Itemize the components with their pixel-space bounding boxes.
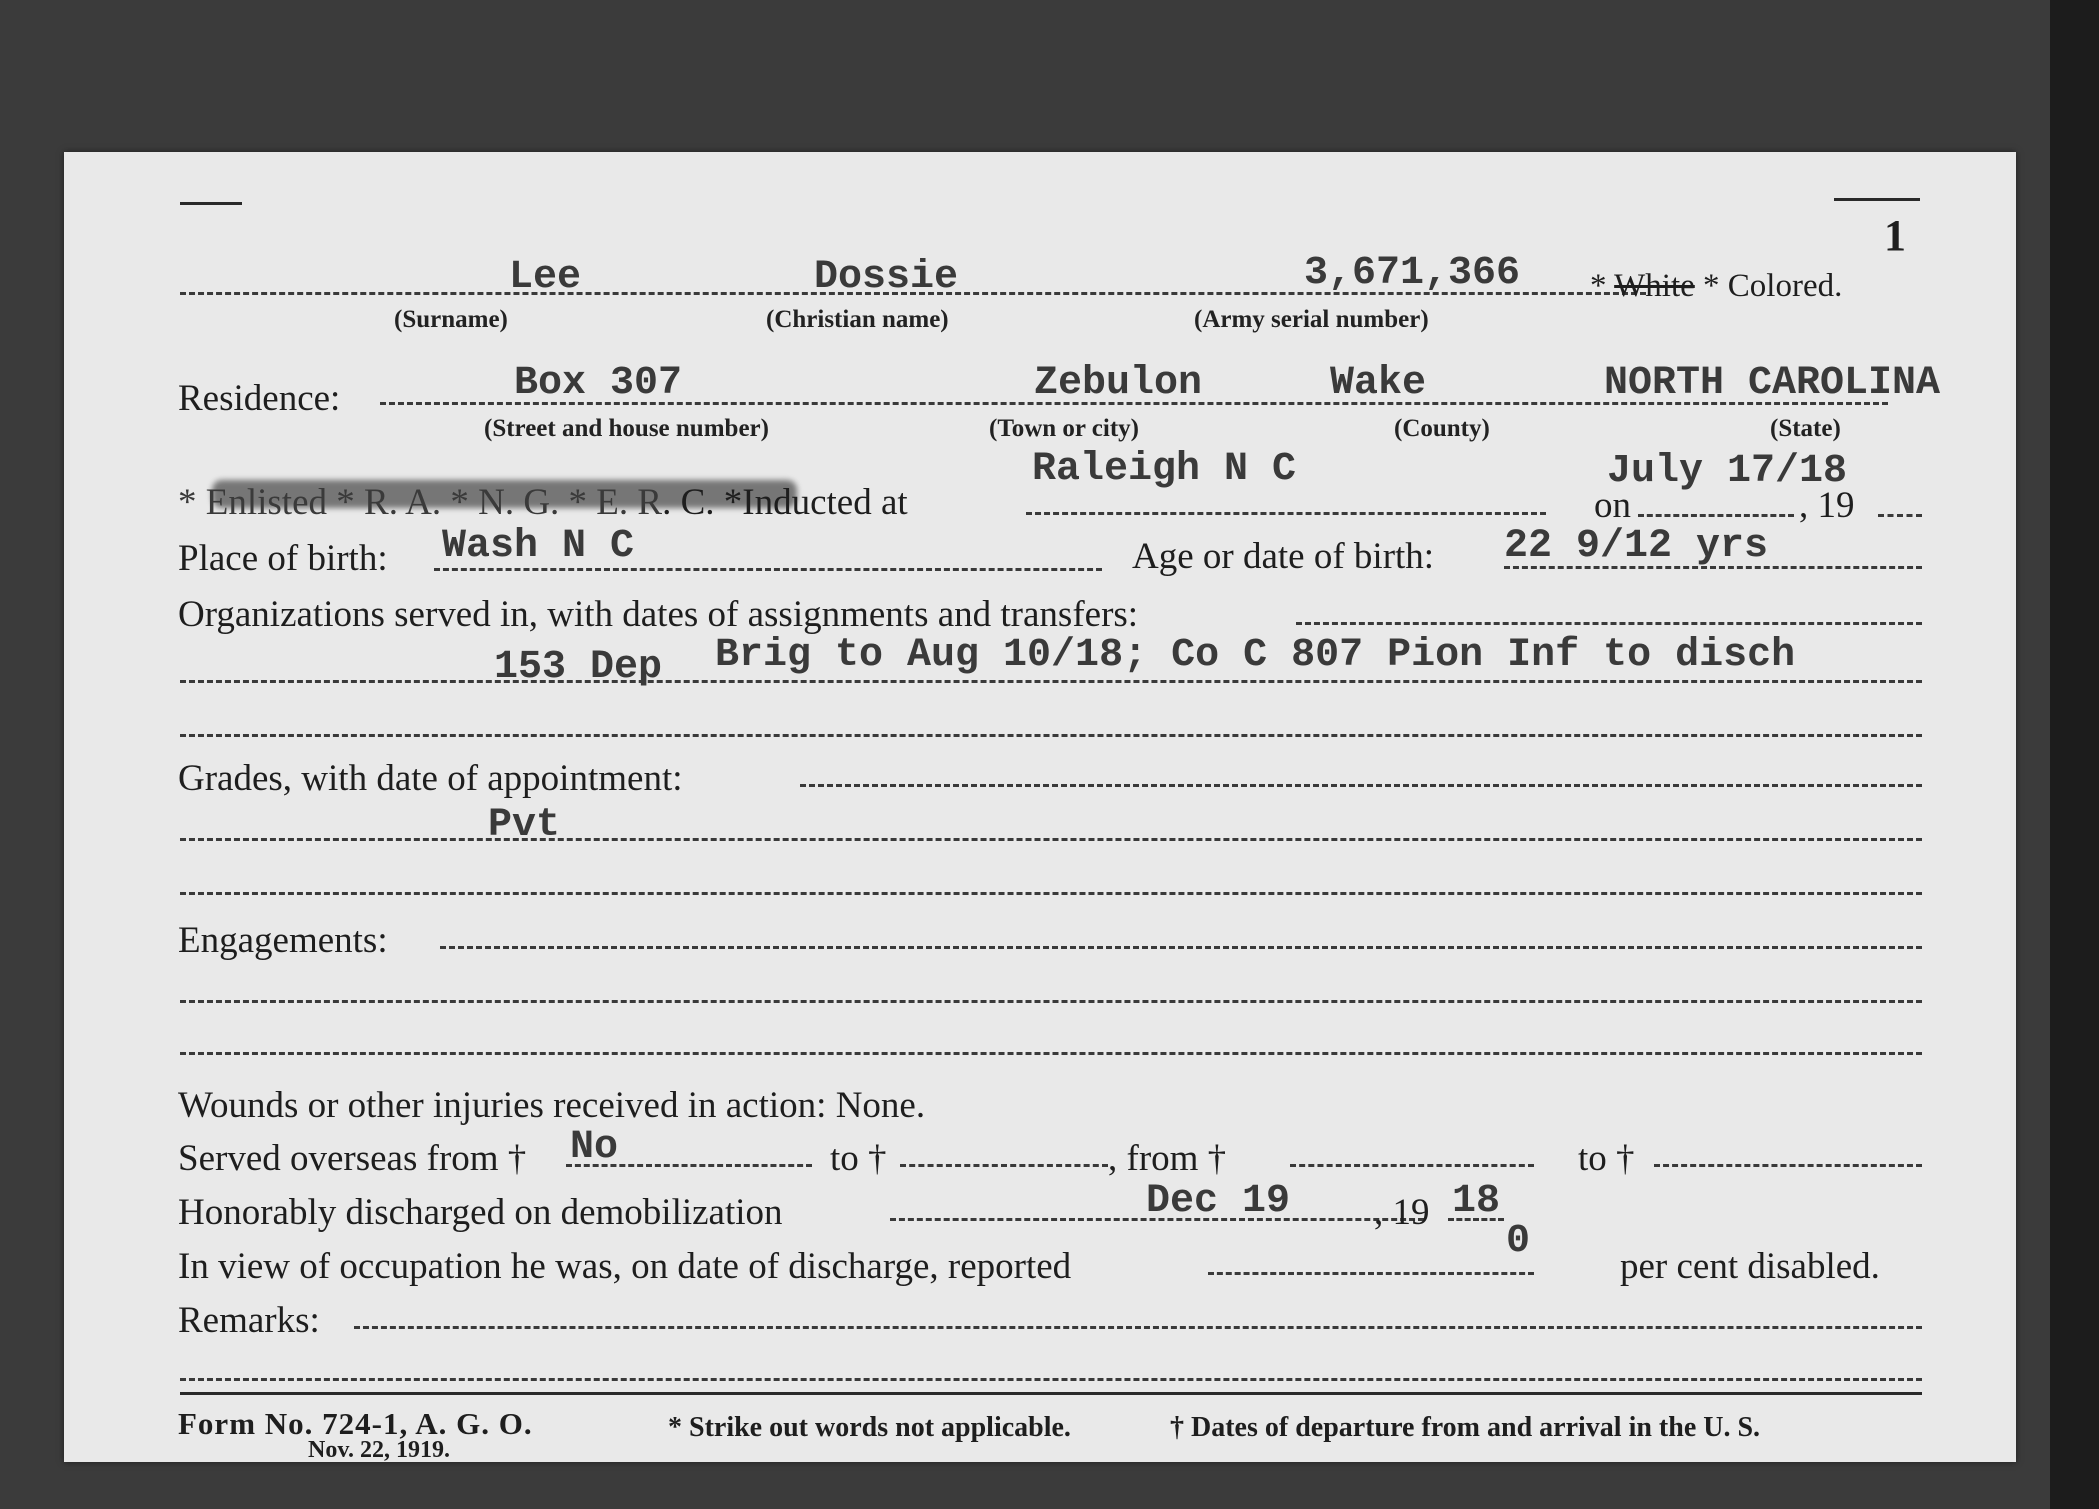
inducted-label: . C. *Inducted at: [662, 482, 908, 523]
state-value: NORTH CAROLINA: [1604, 361, 1941, 406]
remarks-line-2: [180, 1378, 1922, 1381]
army-serial-caption: (Army serial number): [1194, 306, 1429, 333]
residence-label: Residence:: [178, 378, 341, 419]
organizations-line-2: [180, 680, 1922, 683]
overseas-from2-line: [1290, 1164, 1534, 1167]
race-white-struck: White: [1614, 268, 1695, 304]
inducted-place-line: [1026, 512, 1546, 515]
grades-value: Pvt: [488, 803, 561, 848]
grades-line-1: [800, 784, 1922, 787]
street-caption: (Street and house number): [484, 415, 769, 442]
enlisted-struck-label: * Enlisted * R. A. * N. G. * E. R: [178, 482, 663, 523]
street-value: Box 307: [514, 361, 683, 406]
occupation-percent-value: 0: [1506, 1219, 1531, 1264]
discharge-year-value: 18: [1452, 1179, 1501, 1224]
race-colored: * Colored.: [1703, 268, 1843, 304]
form-number: Form No. 724-1, A. G. O.: [178, 1406, 533, 1441]
footer-rule: [180, 1392, 1922, 1395]
top-right-rule: [1834, 198, 1920, 201]
page-number: 1: [1884, 211, 1906, 260]
grades-label: Grades, with date of appointment:: [178, 758, 683, 799]
strike-out-note: * Strike out words not applicable.: [668, 1412, 1071, 1443]
place-of-birth-label: Place of birth:: [178, 538, 388, 579]
remarks-label: Remarks:: [178, 1300, 320, 1341]
county-value: Wake: [1330, 361, 1427, 406]
engagements-label: Engagements:: [178, 920, 388, 961]
overseas-from2-label: , from †: [1108, 1138, 1227, 1179]
organizations-value: Brig to Aug 10/18; Co C 807 Pion Inf to disch: [715, 633, 1796, 678]
top-left-rule: [180, 202, 242, 205]
christian-name-value: Dossie: [814, 255, 959, 300]
inducted-date-value: July 17/18: [1607, 449, 1848, 494]
inducted-place-value: Raleigh N C: [1032, 447, 1297, 492]
form-date: Nov. 22, 1919.: [308, 1437, 451, 1463]
overseas-to-line: [900, 1164, 1108, 1167]
place-of-birth-value: Wash N C: [442, 524, 635, 569]
grades-line-2: [180, 838, 1922, 841]
age-value: 22 9/12 yrs: [1504, 524, 1769, 569]
organizations-line-1: [1296, 622, 1922, 625]
organizations-line-3: [180, 734, 1922, 737]
overseas-label: Served overseas from †: [178, 1138, 527, 1179]
engagements-line-3: [180, 1052, 1922, 1055]
overseas-from-value: No: [570, 1125, 619, 1170]
grades-line-3: [180, 892, 1922, 895]
race-field: [1590, 270, 1842, 303]
occupation-percent-line: [1208, 1272, 1534, 1275]
organizations-label: Organizations served in, with dates of assignments and transfers:: [178, 594, 1139, 635]
discharge-date-value: Dec 19: [1146, 1179, 1291, 1224]
state-caption: (State): [1770, 415, 1841, 442]
inducted-date-line: [1638, 514, 1794, 517]
surname-value: Lee: [509, 255, 582, 300]
inducted-year-label: , 19: [1799, 485, 1855, 526]
discharge-label: Honorably discharged on demobilization: [178, 1192, 783, 1233]
overseas-to-label: to †: [830, 1138, 887, 1179]
army-serial-value: 3,671,366: [1304, 251, 1521, 296]
inducted-year-line: [1878, 514, 1922, 517]
occupation-suffix: per cent disabled.: [1620, 1246, 1880, 1287]
engagements-line-2: [180, 1000, 1922, 1003]
enlisted-label: [178, 484, 908, 521]
engagements-line-1: [440, 946, 1922, 949]
race-prefix: *: [1590, 268, 1607, 304]
overseas-to2-label: to †: [1578, 1138, 1635, 1179]
remarks-line-1: [354, 1326, 1922, 1329]
discharge-year-line: [1448, 1218, 1504, 1221]
discharge-year-label: , 19: [1374, 1192, 1430, 1233]
background-edge: [2050, 0, 2099, 1509]
organizations-dep-value: 153 Dep: [494, 645, 663, 690]
county-caption: (County): [1394, 415, 1490, 442]
inducted-on-label: on: [1594, 485, 1631, 526]
age-label: Age or date of birth:: [1132, 536, 1435, 577]
wounds-label: Wounds or other injuries received in action: None.: [178, 1085, 926, 1126]
town-value: Zebulon: [1034, 361, 1203, 406]
town-caption: (Town or city): [989, 415, 1139, 442]
surname-caption: (Surname): [394, 306, 508, 333]
dates-note: † Dates of departure from and arrival in the U. S.: [1170, 1412, 1761, 1443]
christian-name-caption: (Christian name): [766, 306, 949, 333]
occupation-label: In view of occupation he was, on date of discharge, reported: [178, 1246, 1072, 1287]
service-record-card: [64, 152, 2016, 1462]
overseas-to2-line: [1654, 1164, 1922, 1167]
